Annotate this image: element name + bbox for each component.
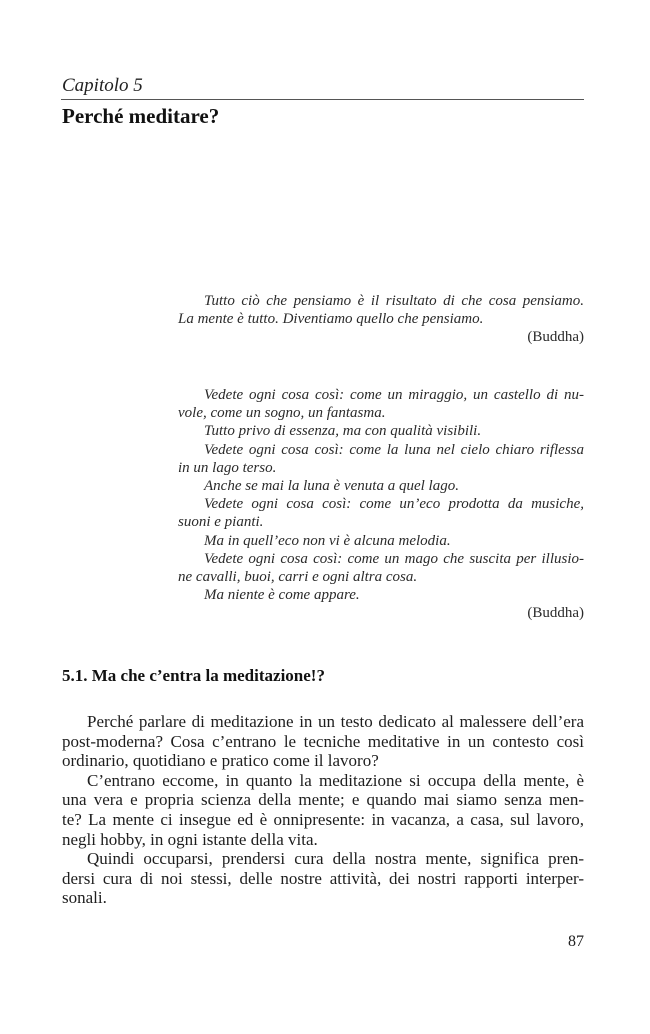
epigraph-line: ne cavalli, buoi, carri e ogni altra cosa. [178, 569, 418, 586]
body-line: dersi cura di noi stessi, delle nostre attività, dei nostri rapporti interper- [62, 868, 584, 888]
epigraph-line: Anche se mai la luna è venuta a quel lago. [204, 478, 459, 495]
body-line: negli hobby, in ogni istante della vita. [62, 829, 318, 849]
body-line: ordinario, quotidiano e pratico come il lavoro? [62, 751, 379, 771]
epigraph-attribution: (Buddha) [527, 605, 584, 622]
epigraph-line: Vedete ogni cosa così: come un mago che suscita per illusio- [204, 550, 584, 567]
body-line: C’entrano eccome, in quanto la meditazione si occupa della mente, è [87, 770, 584, 790]
body-paragraphs [62, 712, 584, 908]
body-line: sonali. [62, 888, 107, 908]
epigraph-line: Ma niente è come appare. [204, 587, 360, 604]
page-number: 87 [568, 933, 584, 950]
epigraph-line: vole, come un sogno, un fantasma. [178, 405, 386, 422]
epigraph-line: Tutto privo di essenza, ma con qualità visibili. [204, 423, 482, 440]
epigraph-1 [178, 292, 584, 347]
section-heading: 5.1. Ma che c’entra la meditazione!? [62, 666, 325, 685]
epigraph-line: Vedete ogni cosa così: come la luna nel cielo chiaro riflessa [204, 441, 584, 458]
body-line: Perché parlare di meditazione in un testo dedicato al malessere dell’era [87, 712, 584, 731]
epigraph-2 [178, 386, 584, 623]
epigraph-line: Ma in quell’eco non vi è alcuna melodia. [204, 532, 451, 549]
epigraph-attribution: (Buddha) [527, 329, 584, 346]
body-line: post-moderna? Cosa c’entrano le tecniche meditative in un contesto così [62, 731, 584, 751]
epigraph-line: in un lago terso. [178, 459, 277, 476]
chapter-rule-divider [61, 99, 584, 100]
body-line: una vera e propria scienza della mente; e quando mai siamo senza men- [62, 790, 584, 810]
epigraph-line: Tutto ciò che pensiamo è il risultato di che cosa pensiamo. [204, 293, 584, 309]
chapter-title: Perché meditare? [62, 104, 220, 128]
epigraph-line: Vedete ogni cosa così: come un’eco prodotta da musiche, [204, 496, 584, 513]
chapter-label: Capitolo 5 [62, 75, 143, 96]
body-line: te? La mente ci insegue ed è onnipresente: in vacanza, a casa, sul lavoro, [62, 809, 584, 829]
body-line: Quindi occuparsi, prendersi cura della nostra mente, significa pren- [87, 849, 584, 869]
epigraph-line: suoni e pianti. [178, 514, 264, 531]
epigraph-line: La mente è tutto. Diventiamo quello che pensiamo. [178, 311, 484, 328]
epigraph-line: Vedete ogni cosa così: come un miraggio, un castello di nu- [204, 387, 584, 403]
